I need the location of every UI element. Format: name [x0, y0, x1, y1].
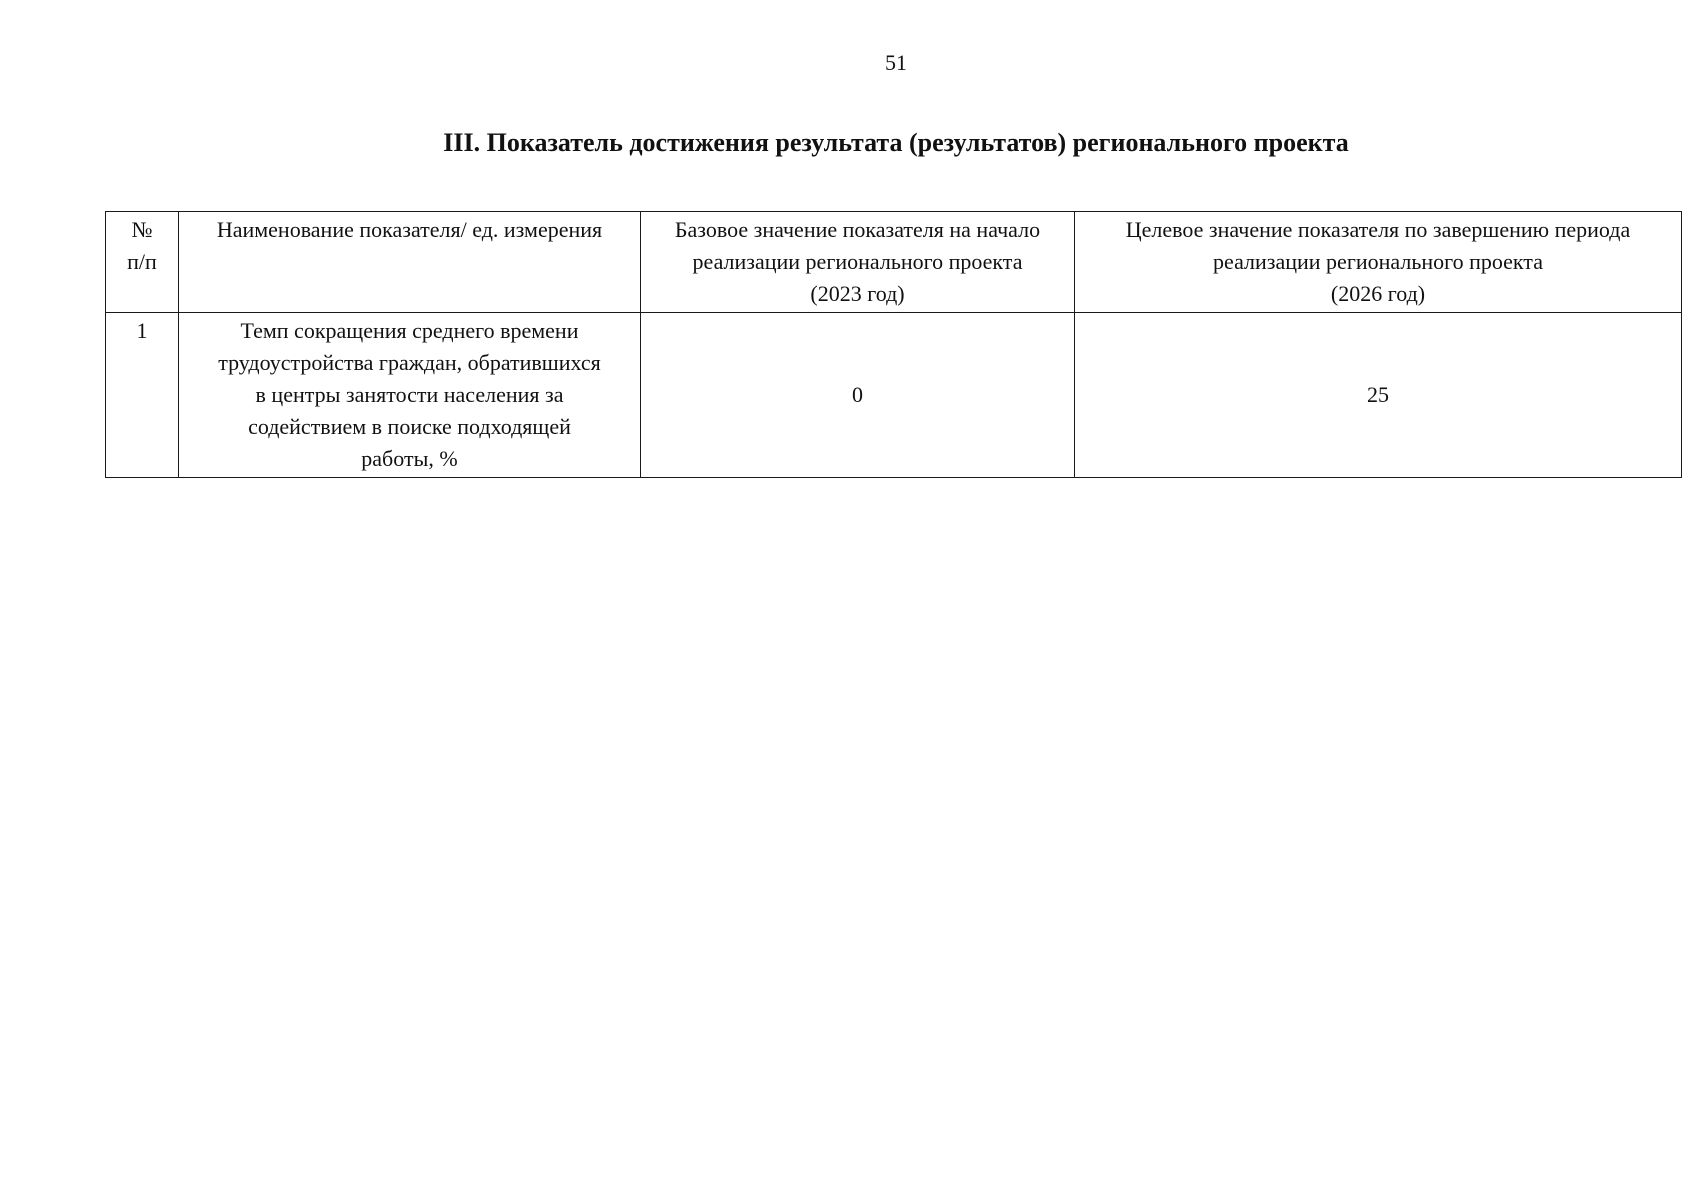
header-base-value-line-1: Базовое значение показателя на начало	[674, 217, 1041, 242]
header-base-value-line-3: (2023 год)	[810, 281, 905, 306]
section-title: III. Показатель достижения результата (результатов) регионального проекта	[443, 128, 1349, 157]
indicators-table	[105, 211, 1682, 478]
table-row	[106, 313, 1682, 478]
row-indicator-name-line-3: в центры занятости населения за	[255, 382, 564, 407]
header-indicator-name	[179, 212, 641, 313]
header-target-value-line-3: (2026 год)	[1330, 281, 1426, 306]
header-base-value-line-2: реализации регионального проекта	[692, 249, 1023, 274]
table-header-row	[106, 212, 1682, 313]
row-indicator-name-line-4: содействием в поиске подходящей	[248, 414, 571, 439]
header-indicator-name-text: Наименование показателя/ ед. измерения	[216, 217, 603, 242]
header-number-line-1: №	[131, 217, 153, 242]
row-base-value: 0	[641, 313, 1075, 478]
row-indicator-name	[179, 313, 641, 478]
row-target-value: 25	[1075, 313, 1682, 478]
header-base-value	[641, 212, 1075, 313]
header-number	[106, 212, 179, 313]
header-number-line-2: п/п	[127, 249, 157, 274]
page-number: 51	[885, 50, 907, 75]
row-number: 1	[106, 313, 179, 478]
row-indicator-name-line-2: трудоустройства граждан, обратившихся	[218, 350, 601, 375]
header-target-value	[1075, 212, 1682, 313]
row-indicator-name-line-1: Темп сокращения среднего времени	[240, 318, 579, 343]
header-target-value-line-1: Целевое значение показателя по завершению периода	[1125, 217, 1631, 242]
header-target-value-line-2: реализации регионального проекта	[1213, 249, 1543, 274]
row-indicator-name-line-5: работы, %	[361, 446, 458, 471]
